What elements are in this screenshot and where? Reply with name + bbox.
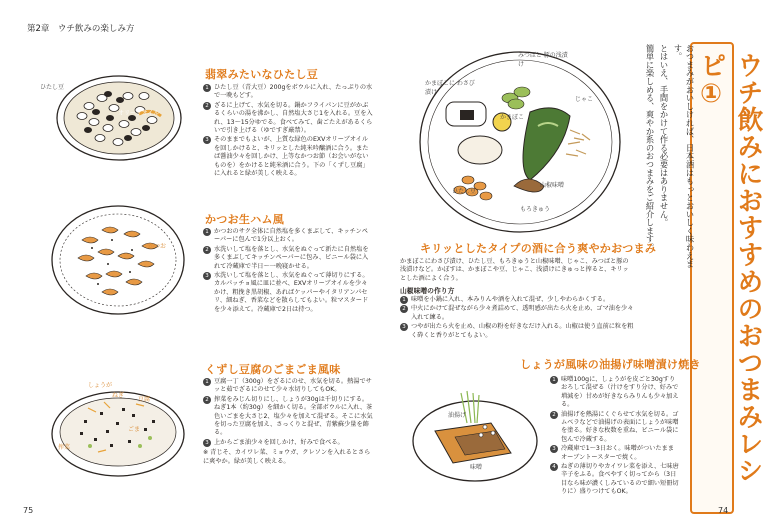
label-tofu: 豆腐	[138, 396, 151, 403]
label-sansho-miso: 山椒味噌	[540, 182, 565, 189]
step: 3 水洗いして塩を落とし、水気をぬぐって薄切りにする。カルパッチョ風に皿に並べ、EXVオリーブオイルを少々かけ、粗挽き黒胡椒、あればケッパーやイタリアンパセリ、細ねぎ、香菜などを散らしてもよい。粒マスタードを少々添えて。冷蔵庫で2日は持つ。	[203, 272, 373, 314]
label-olive-oil: オリーブオイル	[118, 110, 160, 117]
label-zasai: 搾菜	[58, 444, 71, 451]
recipe-steps-katsuo	[203, 228, 373, 315]
step: 3 上からごま油少々を回しかけ、好みで食べる。	[203, 439, 373, 447]
step: 3 冷蔵庫で1〜3日おく。味噌がついたままオーブントースターで焼く。	[550, 445, 680, 462]
plate-of-aburaage-image	[405, 375, 545, 490]
chapter-header: 第2章 ウチ飲みの楽しみ方	[27, 24, 135, 34]
label-morokyu: もろきゅう	[520, 206, 551, 213]
label-negi: ねぎ	[112, 392, 125, 399]
section-title-refreshing: キリッとしたタイプの酒に合う爽やかおつまみ	[420, 242, 657, 255]
aburaage-illustration	[405, 375, 545, 490]
label-kamaboko: かまぼこ	[500, 114, 525, 121]
plate-of-katsuo-image	[42, 200, 192, 320]
section-text-refreshing: かまぼこにわさび漬け、ひたし豆、もろきゅうと山椒味噌、じゃこ、みつばと豚の浅漬けなど。かぼすは、かまぼこや豆、じゃこ、浅漬けにきゅっと搾ると、キリッとした酒によく合う。	[400, 258, 629, 282]
recipe-title-hitashi-mame: 翡翠みたいなひたし豆	[205, 68, 318, 81]
step: 1 ひたし豆（青大豆）200gをボウルに入れ、たっぷりの水で一晩もどす。	[203, 84, 373, 101]
step: 2 ざるに上げて、水気を切る。鍋かフライパンに豆がかぶるくらいの湯を沸かし、自然塩大さじ1を入れる。豆を入れ、13〜15分ゆでる。食べてみて、歯ごたえがあるくらいで引き上げる（ゆですぎ厳禁）。	[203, 102, 373, 136]
label-mitsuba-pork: みつばと 豚の浅漬け	[518, 52, 568, 68]
intro-line-1: おつまみがおいしければ、日本酒はもっとおいしく味わえます。	[673, 44, 695, 269]
step: 3 つやが出たら火を止め、山椒の粉を好きなだけ入れる。山椒は使う直前に粒を粗く砕くと香りがとてもよい。	[400, 323, 635, 340]
recipe-steps-kuzushi-tofu	[203, 378, 373, 467]
intro-line-3: 簡単に楽しめる、爽やか系のおつまみをご紹介します。	[645, 44, 655, 252]
label-hitashi-mame-platter: ひたし豆	[452, 188, 477, 195]
label-jako: じゃこ	[575, 96, 594, 103]
label-shouga: しょうが	[88, 382, 113, 389]
label-katsuo: かつお	[148, 243, 167, 250]
aburaage-steps	[550, 376, 680, 498]
step: 1 かつおのサク全体に自然塩を多くまぶして、キッチンペーパーに包んで1分以上おく。	[203, 228, 373, 245]
step: 2 水洗いして塩を落とし、水気をぬぐって新たに自然塩を多くまぶしてキッチンペーパーに包み、ビニール袋に入れて冷蔵庫で半日〜一晩寝かせる。	[203, 246, 373, 271]
katsuo-illustration	[42, 200, 192, 320]
intro-line-2: とはいえ、手間をかけて作る必要はありません。	[659, 44, 669, 227]
recipe-steps-hitashi-mame	[203, 84, 373, 179]
kuzushi-tofu-illustration	[40, 372, 195, 482]
bowl-of-tofu-image	[40, 372, 195, 482]
step: 2 搾菜をみじん切りにし、しょうが30gは千切りにする。ねぎ1本（約30g）を細かく切る。全部ボウルに入れ、茶色いごまを大さじ2、塩少々を加えて混ぜる。そこに水気を切った豆腐を加え、さっくりと混ぜ、青紫蘇少量を飾る。	[203, 396, 373, 438]
sansho-miso-steps	[400, 296, 635, 341]
step: 1 味噌を小鍋に入れ、本みりんや酒を入れて混ぜ、少しやわらかくする。	[400, 296, 635, 304]
label-goma: ごま	[128, 426, 141, 433]
step: 2 油揚げを熱湯にくぐらせて水気を切る。ゴムベラなどで油揚げの表面にしょうが味噌を塗る。好きな枚数を重ね、ビニール袋に包んで冷蔵する。	[550, 411, 680, 445]
sansho-miso-subtitle: 山椒味噌の作り方	[400, 287, 455, 295]
label-hitashi-mame: ひたし豆	[40, 84, 65, 91]
heading-vertical: ウチ飲みにおすすめのおつまみレシピ①	[696, 52, 763, 484]
page-number-right: 74	[718, 506, 729, 515]
label-kamaboko-wasabi: かまぼこに わさび漬け	[425, 80, 475, 96]
step: 1 味噌100gに、しょうがを皮ごと30gすりおろして混ぜる（汁けをすり分け、好みで増減を）甘めが好きならみりんも少々加える。	[550, 376, 680, 410]
section-title-aburaage: しょうが風味の油揚げ味噌漬け焼き	[520, 358, 701, 371]
step: 2 中火にかけて混ぜながら少々煮詰めて、透明感が出たら火を止め、ゴマ油を少々入れて練る。	[400, 305, 635, 322]
page-number-left: 75	[23, 506, 34, 515]
recipe-note: ※ 青じそ、カイワレ菜、ミョウガ、クレソンを入れるとさらに爽やか。緑が美しく映える。	[203, 449, 371, 465]
recipe-title-katsuo: かつお生ハム風	[205, 213, 285, 226]
label-miso: 味噌	[470, 464, 483, 471]
recipe-title-kuzushi-tofu: くずし豆腐のごまごま風味	[205, 363, 341, 376]
step: 3 そのままでもよいが、上質な緑色のEXVオリーブオイルを回しかけると、キリッとした純米吟醸酒に合う。またば醤油少々を回しかけ、上等なかつお節（お会いがないものを）をかけると純米酒に合う。下の「くずし豆腐」に入れると緑が美しく映える。	[203, 136, 373, 178]
label-aburaage: 油揚げ	[448, 412, 467, 419]
step: 1 豆腐一丁（300g）をざるにのせ、水気を切る。熱湯でサッと茹でざるにのせて少々水切りしてもOK。	[203, 378, 373, 395]
step: 4 ねぎの薄切りやカイワレ菜を添え、七味唐辛子をふる。食べやすく切ってから（3日目なら味が濃くしみているので細い短冊切りに）盛りつけてもOK。	[550, 463, 680, 497]
